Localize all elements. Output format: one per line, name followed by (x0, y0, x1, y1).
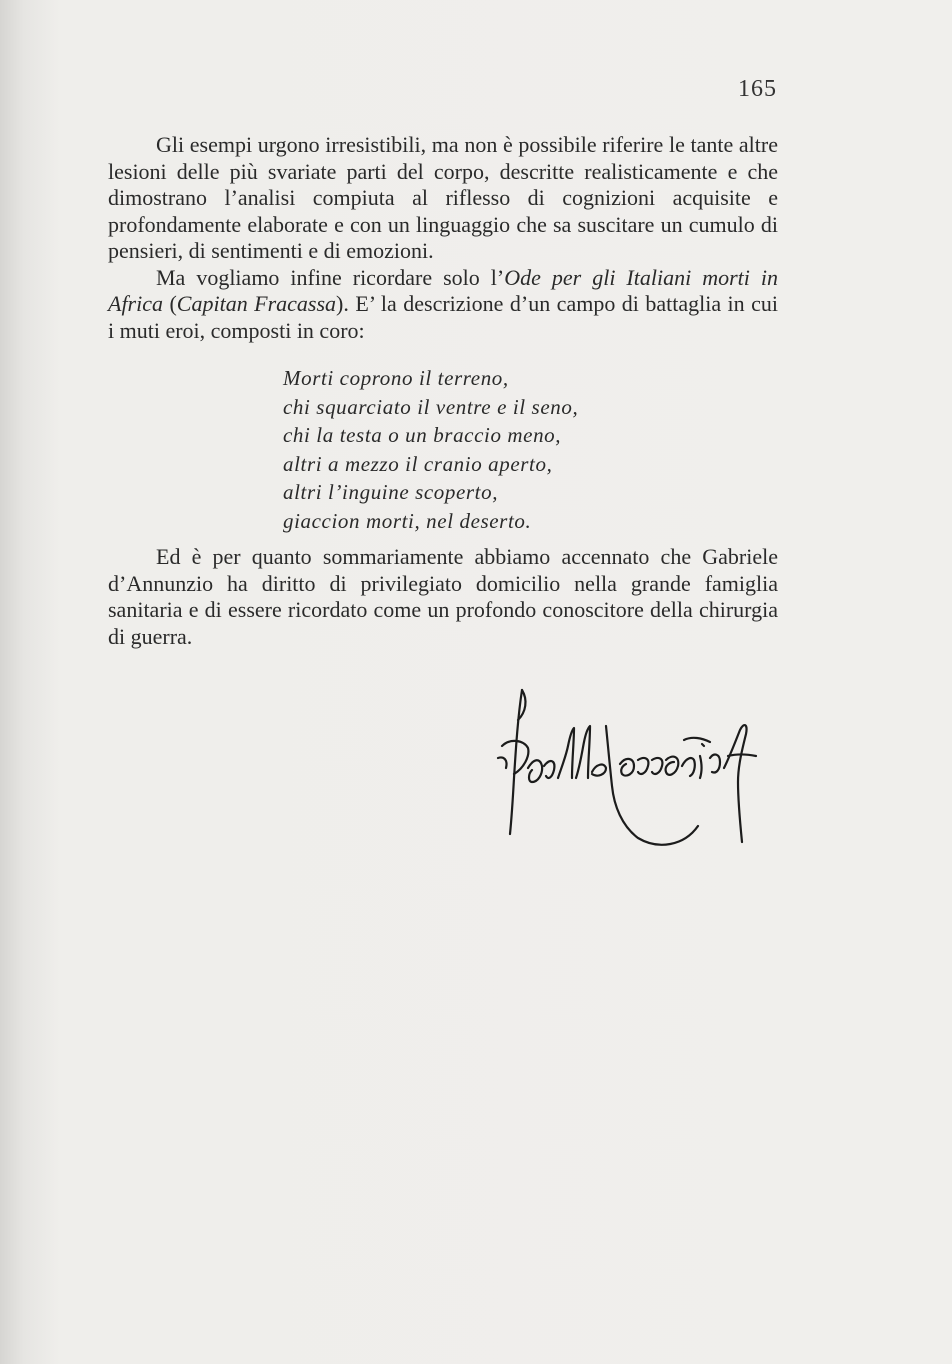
body-text-top (108, 132, 778, 344)
paragraph-1: Gli esempi urgono irresistibili, ma non è possibile riferire le tante altre lesioni delle più svariate parti del corpo, descritte realisticamente e che dimostrano l’analisi compiuta al riflesso di cognizioni acquisite e profondamente elaborate e con un linguaggio che sa suscitare un cumulo di pensieri, di sentimenti e di emozioni. (108, 132, 778, 263)
poem-line: altri l’inguine scoperto, (283, 480, 499, 505)
poem-line: altri a mezzo il cranio aperto, (283, 451, 553, 476)
poem-line: Morti coprono il terreno, (283, 366, 509, 390)
body-text-bottom (108, 544, 778, 650)
poem-quote (283, 364, 578, 536)
signature-image (488, 686, 778, 856)
page-number: 165 (738, 76, 777, 102)
paragraph-2 (108, 265, 778, 345)
poem-line: giaccion morti, nel deserto. (283, 508, 532, 533)
paragraph-2-part-2: ( (163, 291, 177, 316)
publication-title: Capitan Fracassa (176, 291, 337, 316)
paragraph-2-part-1: Ma vogliamo infine ricordare solo l’ (156, 264, 505, 290)
poem-line: chi squarciato il ventre e il seno, (283, 394, 579, 419)
paragraph-2-part-3: ). E’ la descrizione d’un campo di battaglia in cui i muti eroi, composti in coro: (108, 291, 778, 343)
ode-title: Ode per gli Italiani morti in Africa (108, 264, 778, 316)
paragraph-3: Ed è per quanto sommariamente abbiamo accennato che Gabriele d’Annunzio ha diritto di privilegiato domicilio nella grande famiglia sanitaria e di essere ricordato come un profondo conoscitore della chirurgia di guerra. (108, 544, 778, 649)
poem-line: chi la testa o un braccio meno, (283, 423, 562, 448)
